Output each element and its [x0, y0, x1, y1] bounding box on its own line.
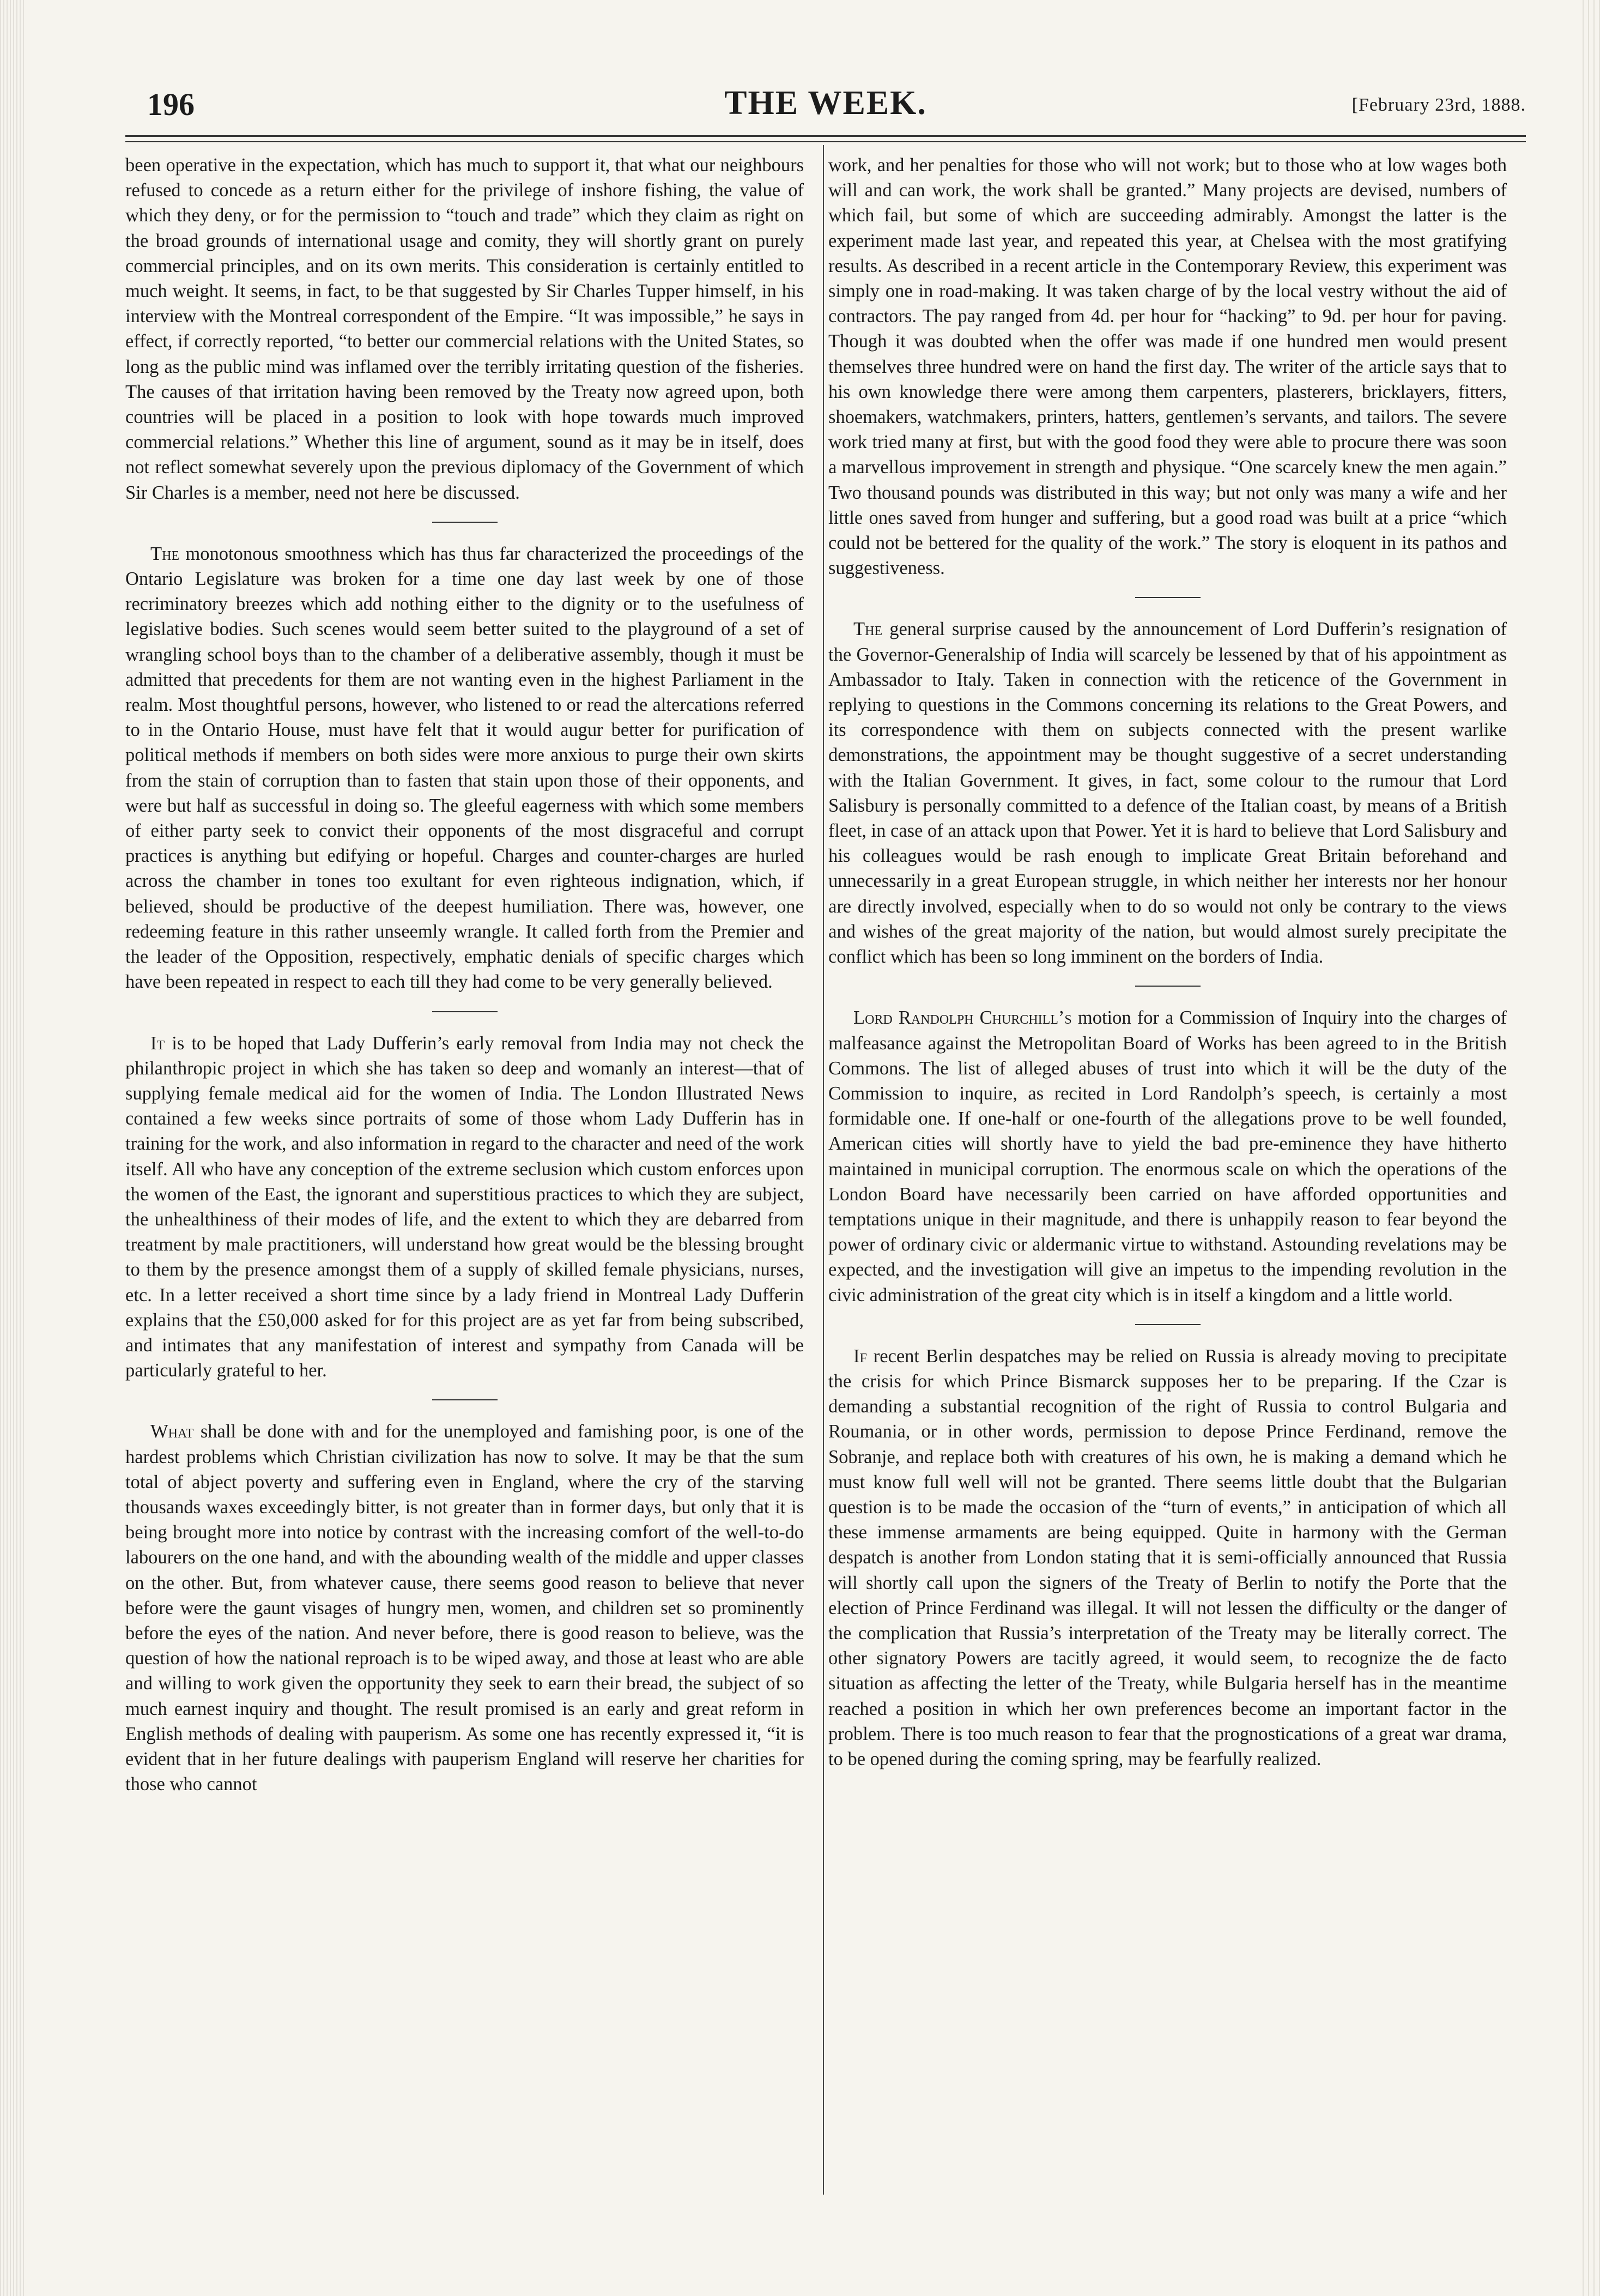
article-paragraph: [828, 1005, 1507, 1307]
left-column: [125, 153, 804, 2186]
article-paragraph: [828, 617, 1507, 969]
section-separator: [1135, 1324, 1201, 1325]
paragraph-body: motion for a Commission of Inquiry into the charges of malfeasance against the Metropolitan Board of Works has been agreed to in the British Commons. The list of alleged abuses of trust into which it will be the duty of the Commission to inquire, as recited in Lord Randolph’s speech, is certainly a most formidable one. If one-half or one-fourth of the allegations prove to be well founded, American cities will shortly have to yield the bad pre-eminence they have hitherto maintained in municipal corruption. The enormous scale on which the operations of the London Board have necessarily been carried on have afforded opportunities and temptations unique in their magnitude, and there is unhappily reason to fear beyond the power of ordinary civic or aldermanic virtue to withstand. Astounding revelations may be expected, and the investigation will give an impetus to the impending revolution in the civic administration of the great city which is in itself a kingdom and a little world.: [828, 1007, 1507, 1306]
paragraph-lead: If: [853, 1345, 867, 1367]
article-paragraph: [828, 1344, 1507, 1772]
issue-date: [February 23rd, 1888.: [1351, 95, 1526, 115]
paragraph-body: shall be done with and for the unemployed and famishing poor, is one of the hardest problems which Christian civilization has now to solve. It may be that the sum total of abject poverty and suffering even in England, where the cry of the starving thousands waxes exceedingly bitter, is not greater than in former days, but only that it is being brought more into notice by contrast with the increasing comfort of the well-to-do labourers on the one hand, and with the abounding wealth of the middle and upper classes on the other. But, from whatever cause, there seems good reason to believe that never before were the gaunt visages of hungry men, women, and children set so prominently before the eyes of the nation. And never before, there is good reason to believe, was the question of how the national reproach is to be wiped away, and those at least who are able and willing to work given the opportunity they seek to earn their bread, the subject of so much earnest inquiry and thought. The result promised is an early and great reform in English methods of dealing with pauperism. As some one has recently expressed it, “it is evident that in her future dealings with pauperism England will reserve her charities for those who cannot: [125, 1421, 804, 1795]
article-paragraph: [125, 1419, 804, 1797]
header-rule: [125, 135, 1526, 142]
article-paragraph: [125, 1031, 804, 1383]
right-column: [828, 153, 1507, 2186]
page-number: 196: [147, 87, 195, 122]
column-divider: [823, 145, 824, 2195]
paragraph-lead: The: [150, 543, 180, 564]
journal-title: THE WEEK.: [724, 84, 927, 122]
section-separator: [1135, 986, 1201, 987]
paragraph-lead: What: [150, 1421, 194, 1442]
article-paragraph: been operative in the expectation, which has much to support it, that what our neighbours refused to concede as a return either for the privilege of inshore fishing, the value of which they deny, or for the permission to “touch and trade” which they claim as right on the broad grounds of international usage and comity, they will shortly grant on purely commercial principles, and on its own merits. This consideration is certainly entitled to much weight. It seems, in fact, to be that suggested by Sir Charles Tupper himself, in his interview with the Montreal correspondent of the Empire. “It was impossible,” he says in effect, if correctly reported, “to better our commercial relations with the United States, so long as the public mind was inflamed over the terribly irritating question of the fisheries. The causes of that irritation having been removed by the Treaty now agreed upon, both countries will be placed in a position to look with hope towards much improved commercial relations.” Whether this line of argument, sound as it may be in itself, does not reflect somewhat severely upon the previous diplomacy of the Government of which Sir Charles is a member, need not here be discussed.: [125, 155, 804, 503]
section-separator: [432, 1011, 498, 1012]
paragraph-lead: The: [853, 619, 883, 640]
article-paragraph: [125, 541, 804, 995]
article-paragraph: work, and her penalties for those who will not work; but to those who at low wages both will and can work, the work shall be granted.” Many projects are devised, numbers of which fail, but some of which are succeeding admirably. Amongst the latter is the experiment made last year, and repeated this year, at Chelsea with the most gratifying results. As described in a recent article in the Contemporary Review, this experiment was simply one in road-making. It was taken charge of by the local vestry without the aid of contractors. The pay ranged from 4d. per hour for “hacking” to 9d. per hour for paving. Though it was doubted when the offer was made if one hundred men would present themselves three hundred were on hand the first day. The writer of the article says that to his own knowledge there were among them carpenters, plasterers, bricklayers, fitters, shoemakers, watchmakers, printers, hatters, gentlemen’s servants, and tailors. The severe work tried many at first, but with the good food they were able to procure there was soon a marvellous improvement in strength and physique. “One scarcely knew the men again.” Two thousand pounds was distributed in this way; but not only was many a wife and her little ones saved from hunger and suffering, but a good road was built at a price “which could not be bettered for the quality of the work.” The story is eloquent in its pathos and suggestiveness.: [828, 155, 1507, 579]
section-separator: [432, 522, 498, 523]
page-header: [125, 82, 1526, 136]
paragraph-body: general surprise caused by the announcement of Lord Dufferin’s resignation of the Governor-Generalship of India will scarcely be lessened by that of his appointment as Ambassador to Italy. Taken in connection with the reticence of the Government in replying to questions in the Commons concerning its relations to the Great Powers, and its correspondence with them on subjects connected with the present warlike demonstrations, the appointment may be thought suggestive of a secret understanding with the Italian Government. It gives, in fact, some colour to the rumour that Lord Salisbury is personally committed to a defence of the Italian coast, by means of a British fleet, in case of an attack upon that Power. Yet it is hard to believe that Lord Salisbury and his colleagues would be rash enough to implicate Great Britain beforehand and unnecessarily in a great European struggle, in which neither her interests nor her honour are directly involved, especially when to do so would not only be contrary to the views and wishes of the great majority of the nation, but would almost surely precipitate the conflict which has been so long imminent on the borders of India.: [828, 619, 1507, 968]
left-binding-edge: [0, 0, 25, 2296]
right-binding-edge: [1578, 0, 1600, 2296]
paragraph-body: monotonous smoothness which has thus far characterized the proceedings of the Ontario Legislature was broken for a time one day last week by one of those recriminatory breezes which add nothing either to the dignity or to the usefulness of legislative bodies. Such scenes would seem better suited to the playground of a set of wrangling school boys than to the chamber of a deliberative assembly, though it must be admitted that precedents for them are not wanting even in the highest Parliament in the realm. Most thoughtful persons, however, who listened to or read the altercations referred to in the Ontario House, must have felt that it would augur better for purification of political methods if members on both sides were more anxious to purge their own skirts from the stain of corruption than to fasten that stain upon those of their opponents, and were but half as successful in doing so. The gleeful eagerness with which some members of either party seek to convict their opponents of the most disgraceful and corrupt practices is anything but edifying or hopeful. Charges and counter-charges are hurled across the chamber in tones too exultant for even righteous indignation, which, if believed, should be productive of the deepest humiliation. There was, however, one redeeming feature in this rather unseemly wrangle. It called forth from the Premier and the leader of the Opposition, respectively, emphatic denials of specific charges which have been repeated in respect to each till they had come to be very generally believed.: [125, 543, 804, 993]
paragraph-lead: Lord Randolph Churchill’s: [853, 1007, 1072, 1029]
paragraph-body: recent Berlin despatches may be relied on Russia is already moving to precipitate the crisis for which Prince Bismarck supposes her to be preparing. If the Czar is demanding a substantial recognition of the right of Russia to control Bulgaria and Roumania, or in other words, permission to depose Prince Ferdinand, remove the Sobranje, and replace both with creatures of his own, he is making a demand which he must know full well will not be granted. There seems little doubt that the Bulgarian question is to be made the occasion of the “turn of events,” in anticipation of which all these immense armaments are being equipped. Quite in harmony with the German despatch is another from London stating that it is semi-officially announced that Russia will shortly call upon the signers of the Treaty of Berlin to notify the Porte that the election of Prince Ferdinand was illegal. It will not lessen the difficulty or the danger of the complication that Russia’s interpretation of the Treaty may be literally correct. The other signatory Powers are tacitly agreed, it would seem, to recognize the de facto situation as affecting the letter of the Treaty, while Bulgaria herself has in the meantime reached a position in which her own preferences become an important factor in the problem. There is too much reason to fear that the prognostications of a great war drama, to be opened during the coming spring, may be fearfully realized.: [828, 1345, 1507, 1769]
paragraph-lead: It: [150, 1032, 165, 1054]
section-separator: [1135, 597, 1201, 598]
paragraph-body: is to be hoped that Lady Dufferin’s early removal from India may not check the philanthropic project in which she has taken so deep and womanly an interest—that of supplying female medical aid for the women of India. The London Illustrated News contained a few weeks since portraits of some of those whom Lady Dufferin has in training for the work, and also information in regard to the character and need of the work itself. All who have any conception of the extreme seclusion which custom enforces upon the women of the East, the ignorant and superstitious practices to which they are subject, the unhealthiness of their modes of life, and the extent to which they are debarred from treatment by male practitioners, will understand how great would be the blessing brought to them by the presence amongst them of a supply of skilled female physicians, nurses, etc. In a letter received a short time since by a lady friend in Montreal Lady Dufferin explains that the £50,000 asked for for this project are as yet far from being subscribed, and intimates that any manifestation of interest and sympathy from Canada will be particularly grateful to her.: [125, 1032, 804, 1381]
section-separator: [432, 1399, 498, 1400]
